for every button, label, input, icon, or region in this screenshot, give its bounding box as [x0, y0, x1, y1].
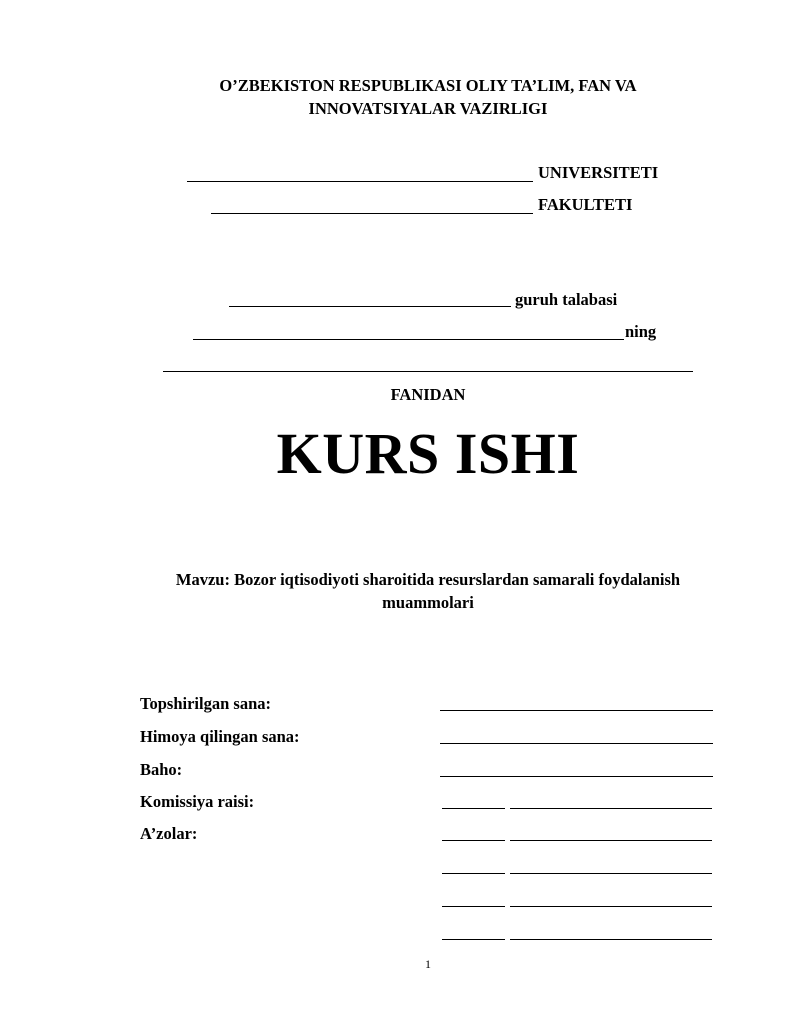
document-title: KURS ISHI: [276, 421, 580, 486]
topic-line-2: muammolari: [382, 593, 474, 612]
faculty-name-blank: [211, 213, 533, 214]
university-name-blank: [187, 181, 533, 182]
topic: [0, 568, 800, 614]
grade-label: Baho:: [140, 760, 183, 779]
commission-chair-signature-blank: [442, 808, 505, 809]
group-number-blank: [229, 306, 511, 307]
subject-label: FANIDAN: [390, 385, 466, 404]
ministry-line-1: O’ZBEKISTON RESPUBLIKASI OLIY TA’LIM, FAN VA: [219, 76, 637, 95]
submitted-date-label: Topshirilgan sana:: [140, 694, 271, 713]
member-1-signature-blank: [442, 840, 505, 841]
defended-date-blank: [440, 743, 713, 744]
member-2-signature-blank: [442, 873, 505, 874]
grade-blank: [440, 776, 713, 777]
page-number: 1: [425, 957, 431, 971]
member-3-signature-blank: [442, 906, 505, 907]
subject-name-blank: [163, 371, 693, 372]
members-label: A’zolar:: [140, 824, 198, 843]
university-label: UNIVERSITETI: [538, 163, 659, 182]
member-2-name-blank: [510, 873, 712, 874]
ministry-line-2: INNOVATSIYALAR VAZIRLIGI: [308, 99, 548, 118]
faculty-label: FAKULTETI: [538, 195, 633, 214]
defended-date-label: Himoya qilingan sana:: [140, 727, 300, 746]
group-student-label: guruh talabasi: [515, 290, 618, 309]
topic-line-1: Mavzu: Bozor iqtisodiyoti sharoitida resurslardan samarali foydalanish: [175, 570, 681, 589]
member-1-name-blank: [510, 840, 712, 841]
submitted-date-blank: [440, 710, 713, 711]
member-4-name-blank: [510, 939, 712, 940]
commission-chair-name-blank: [510, 808, 712, 809]
possessive-suffix: ning: [625, 322, 657, 341]
commission-chair-label: Komissiya raisi:: [140, 792, 255, 811]
member-3-name-blank: [510, 906, 712, 907]
member-4-signature-blank: [442, 939, 505, 940]
student-name-blank: [193, 339, 624, 340]
